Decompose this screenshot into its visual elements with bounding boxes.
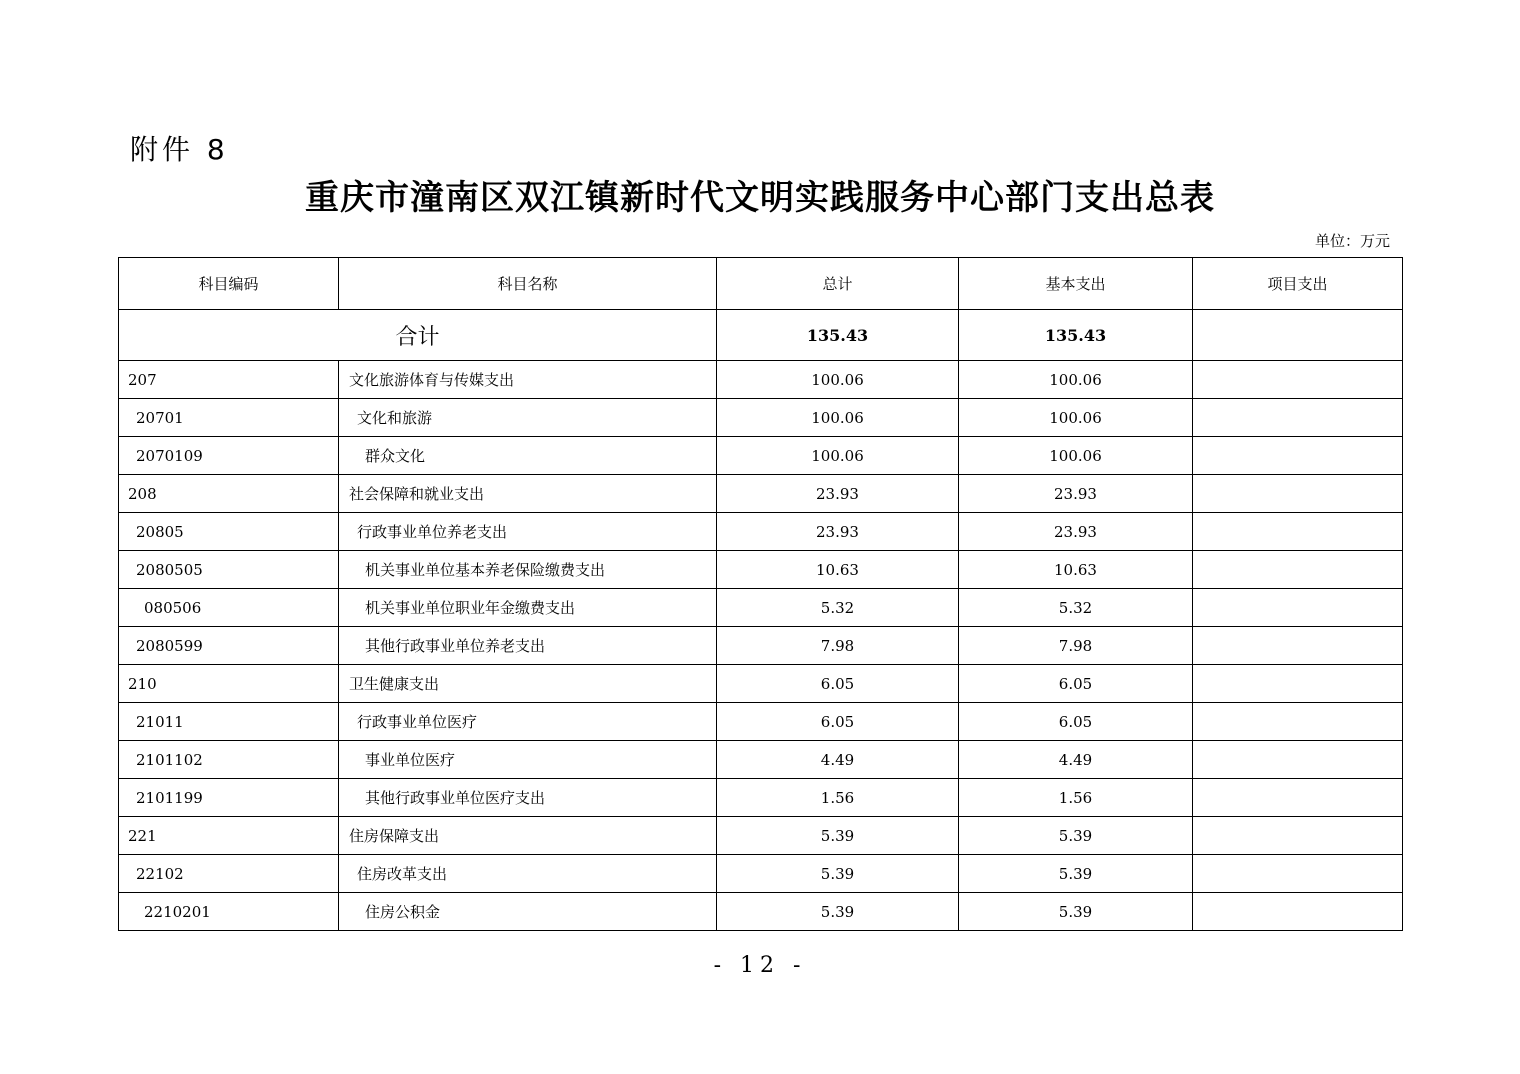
table-row: [119, 665, 1403, 703]
page-title: 重庆市潼南区双江镇新时代文明实践服务中心部门支出总表: [305, 178, 1215, 218]
row-name: 事业单位医疗: [339, 741, 717, 779]
row-code: 21011: [119, 703, 339, 741]
header-project: 项目支出: [1193, 258, 1403, 310]
row-name: 卫生健康支出: [339, 665, 717, 703]
header-basic: 基本支出: [959, 258, 1193, 310]
row-basic: 4.49: [959, 741, 1193, 779]
header-name: 科目名称: [339, 258, 717, 310]
row-name: 群众文化: [339, 437, 717, 475]
row-total: 10.63: [717, 551, 959, 589]
row-basic: 23.93: [959, 513, 1193, 551]
row-name: 机关事业单位基本养老保险缴费支出: [339, 551, 717, 589]
table-row: [119, 399, 1403, 437]
row-total: 7.98: [717, 627, 959, 665]
row-code: 2210201: [119, 893, 339, 931]
row-basic: 6.05: [959, 665, 1193, 703]
table-row: [119, 437, 1403, 475]
row-project: [1193, 475, 1403, 513]
row-basic: 100.06: [959, 361, 1193, 399]
table-header-row: [119, 258, 1403, 310]
table-row: [119, 361, 1403, 399]
row-name: 住房公积金: [339, 893, 717, 931]
row-project: [1193, 399, 1403, 437]
row-total: 6.05: [717, 665, 959, 703]
row-code: 2080505: [119, 551, 339, 589]
row-project: [1193, 551, 1403, 589]
table-row: [119, 817, 1403, 855]
row-total: 4.49: [717, 741, 959, 779]
row-name: 行政事业单位养老支出: [339, 513, 717, 551]
total-project: [1193, 310, 1403, 361]
row-code: 207: [119, 361, 339, 399]
row-code: 20805: [119, 513, 339, 551]
row-basic: 23.93: [959, 475, 1193, 513]
row-project: [1193, 513, 1403, 551]
row-total: 100.06: [717, 437, 959, 475]
table-row: [119, 703, 1403, 741]
row-total: 5.39: [717, 817, 959, 855]
row-project: [1193, 627, 1403, 665]
row-code: 221: [119, 817, 339, 855]
table-row: [119, 551, 1403, 589]
table-row: [119, 627, 1403, 665]
row-project: [1193, 589, 1403, 627]
header-total: 总计: [717, 258, 959, 310]
row-total: 23.93: [717, 513, 959, 551]
table-row: [119, 855, 1403, 893]
row-name: 其他行政事业单位养老支出: [339, 627, 717, 665]
table-row: [119, 475, 1403, 513]
row-basic: 100.06: [959, 399, 1193, 437]
row-project: [1193, 361, 1403, 399]
row-basic: 1.56: [959, 779, 1193, 817]
row-name: 住房改革支出: [339, 855, 717, 893]
row-basic: 5.39: [959, 817, 1193, 855]
row-project: [1193, 817, 1403, 855]
row-total: 5.39: [717, 855, 959, 893]
row-total: 5.32: [717, 589, 959, 627]
row-project: [1193, 741, 1403, 779]
row-code: 2070109: [119, 437, 339, 475]
row-code: 2080599: [119, 627, 339, 665]
row-total: 5.39: [717, 893, 959, 931]
row-basic: 5.32: [959, 589, 1193, 627]
total-row: [119, 310, 1403, 361]
row-code: 208: [119, 475, 339, 513]
row-name: 文化旅游体育与传媒支出: [339, 361, 717, 399]
row-total: 100.06: [717, 361, 959, 399]
row-basic: 100.06: [959, 437, 1193, 475]
row-code: 20701: [119, 399, 339, 437]
attachment-label: 附件 8: [130, 133, 229, 166]
unit-label: 单位：万元: [1314, 232, 1390, 250]
total-basic: 135.43: [959, 310, 1193, 361]
row-code: 2101102: [119, 741, 339, 779]
row-total: 1.56: [717, 779, 959, 817]
row-project: [1193, 665, 1403, 703]
table-row: [119, 893, 1403, 931]
header-code: 科目编码: [119, 258, 339, 310]
row-basic: 7.98: [959, 627, 1193, 665]
total-label: 合计: [119, 310, 717, 361]
row-project: [1193, 893, 1403, 931]
total-total: 135.43: [717, 310, 959, 361]
row-project: [1193, 779, 1403, 817]
row-name: 社会保障和就业支出: [339, 475, 717, 513]
row-total: 6.05: [717, 703, 959, 741]
row-project: [1193, 855, 1403, 893]
row-name: 住房保障支出: [339, 817, 717, 855]
row-code: 22102: [119, 855, 339, 893]
table-row: [119, 513, 1403, 551]
row-name: 机关事业单位职业年金缴费支出: [339, 589, 717, 627]
table-row: [119, 589, 1403, 627]
row-name: 其他行政事业单位医疗支出: [339, 779, 717, 817]
row-total: 23.93: [717, 475, 959, 513]
row-code: 080506: [119, 589, 339, 627]
row-basic: 5.39: [959, 893, 1193, 931]
page-number: - 12 -: [713, 953, 807, 978]
row-project: [1193, 437, 1403, 475]
row-basic: 5.39: [959, 855, 1193, 893]
row-code: 210: [119, 665, 339, 703]
row-name: 文化和旅游: [339, 399, 717, 437]
table-row: [119, 779, 1403, 817]
row-basic: 6.05: [959, 703, 1193, 741]
expenditure-table: [118, 257, 1403, 931]
row-name: 行政事业单位医疗: [339, 703, 717, 741]
row-code: 2101199: [119, 779, 339, 817]
row-project: [1193, 703, 1403, 741]
row-basic: 10.63: [959, 551, 1193, 589]
row-total: 100.06: [717, 399, 959, 437]
table-row: [119, 741, 1403, 779]
